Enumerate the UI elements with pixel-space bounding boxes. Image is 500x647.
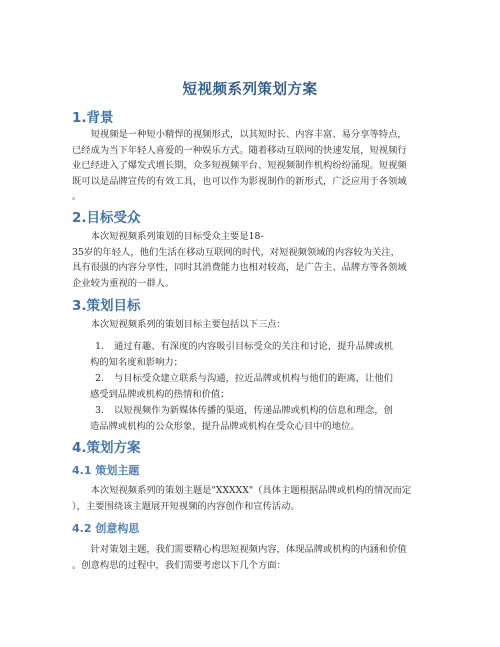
paragraph-line: 本次短视频系列的策划目标主要包括以下三点： (72, 319, 286, 330)
section-heading-target-audience: 2.目标受众 (72, 210, 141, 226)
list-text: 通过有趣、有深度的内容吸引目标受众的关注和讨论，提升品牌或机 (114, 341, 393, 352)
theme-paragraph (72, 483, 434, 514)
list-line (72, 403, 434, 419)
paragraph-line: 业已经进入了爆发式增长期，众多短视频平台、短视频制作机构纷纷涌现。短视频 (72, 160, 407, 172)
paragraph-line: 短视频是一种短小精悍的视频形式，以其短时长、内容丰富、易分享等特点， (72, 129, 407, 140)
background-paragraph (72, 127, 434, 205)
goal-list-item (72, 403, 434, 434)
paragraph-line: ），主要围绕该主题展开短视频的内容创作和宣传活动。 (72, 500, 300, 512)
list-number: 1. (95, 341, 104, 352)
subsection-heading-creative: 4.2 创意构思 (72, 522, 140, 535)
paragraph-line: 既可以是品牌宣传的有效工具，也可以作为影视制作的新形式，广泛应用于各领域 (72, 175, 407, 187)
list-line: 感受到品牌或机构的热情和价值； (90, 388, 230, 400)
list-number: 2. (95, 373, 104, 384)
section-heading-plan: 4.策划方案 (72, 440, 141, 456)
creative-paragraph (72, 542, 434, 573)
paragraph-line: 。 (72, 191, 82, 203)
paragraph-line: 企业较为重视的一群人。 (72, 277, 175, 289)
paragraph-line: 本次短视频系列策划的目标受众主要是18- (72, 231, 264, 242)
goal-list-item (72, 371, 434, 402)
list-line (72, 339, 434, 355)
list-line: 构的知名度和影响力； (90, 356, 183, 368)
paragraph-line: 具有很强的内容分享性，同时其消费能力也相对较高，是广告主、品牌方等各领域 (72, 262, 407, 274)
target-audience-paragraph (72, 229, 434, 291)
list-text: 以短视频作为新媒体传播的渠道，传递品牌或机构的信息和理念，创 (114, 405, 393, 416)
paragraph-line: 35岁的年轻人，他们生活在移动互联网的时代，对短视频领域的内容较为关注， (72, 246, 400, 258)
paragraph-line: 本次短视频系列的策划主题是"XXXXX"（具体主题根据品牌或机构的情况而定 (72, 485, 412, 496)
section-heading-background: 1.背景 (72, 110, 114, 126)
paragraph-line: 已经成为当下年轻人喜爱的一种娱乐方式。随着移动互联网的快速发展，短视频行 (72, 144, 407, 156)
goal-list-item (72, 339, 434, 370)
paragraph-line: 针对策划主题，我们需要精心构思短视频内容，体现品牌或机构的内涵和价值 (72, 544, 407, 555)
list-line: 造品牌或机构的公众形象，提升品牌或机构在受众心目中的地位。 (90, 420, 360, 432)
list-number: 3. (95, 405, 104, 416)
planning-goals-intro (72, 317, 434, 333)
document-title: 短视频系列策划方案 (182, 82, 318, 98)
section-heading-planning-goals: 3.策划目标 (72, 298, 141, 314)
list-text: 与目标受众建立联系与沟通，拉近品牌或机构与他们的距离，让他们 (114, 373, 393, 384)
list-line (72, 371, 434, 387)
paragraph-line: 。创意构思的过程中，我们需要考虑以下几个方面： (72, 559, 286, 571)
subsection-heading-theme: 4.1 策划主题 (72, 464, 140, 477)
